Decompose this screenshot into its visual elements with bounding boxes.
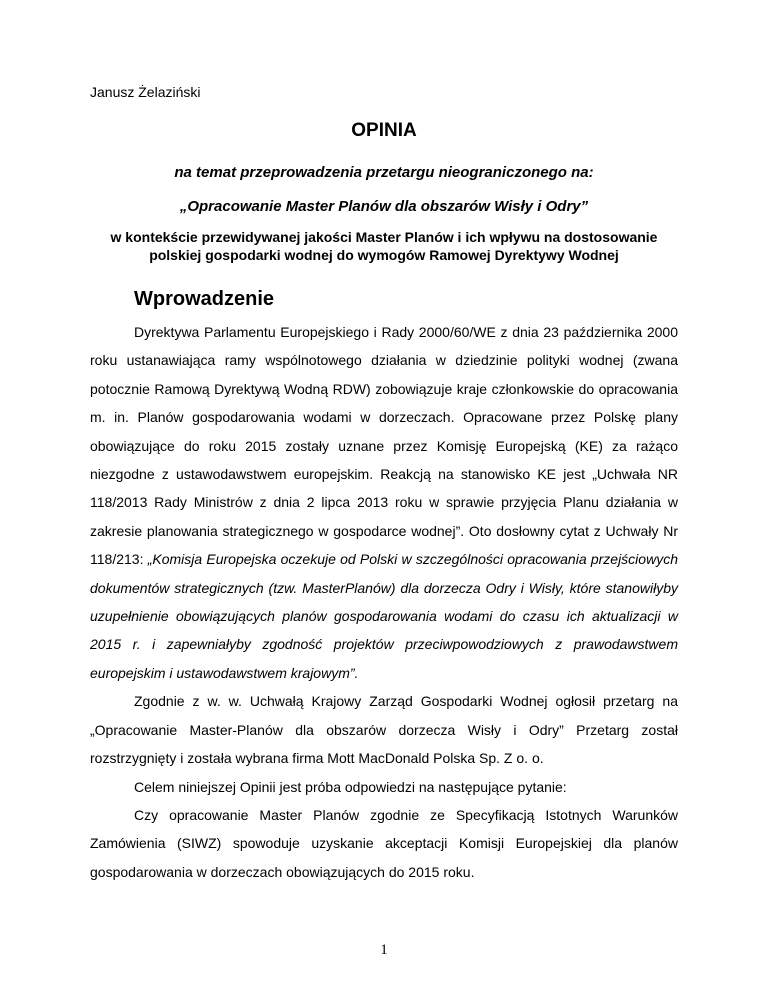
tender-name: „Opracowanie Master Planów dla obszarów Wisły i Odry” <box>179 198 589 215</box>
document-title: OPINIA <box>351 120 417 141</box>
context-statement: w kontekście przewidywanej jakości Master Planów i ich wpływu na dostosowanie polskiej gospodarki wodnej do wymogów Ramowej Dyrektywy Wodnej <box>110 229 658 263</box>
paragraph: Czy opracowanie Master Planów zgodnie ze Specyfikacją Istotnych Warunków Zamówienia (SIWZ) spowoduje uzyskanie akceptacji Komisji Europejskiej dla planów gospodarowania w dorzeczach obowiązujących do 2015 roku. <box>90 806 678 880</box>
paragraph: Zgodnie z w. w. Uchwałą Krajowy Zarząd Gospodarki Wodnej ogłosił przetarg na „Opracowanie Master-Planów dla obszarów dorzecza Wisły i Odry” Przetarg został rozstrzygnięty i została wybrana firma Mott MacDonald Polska Sp. Z o. o. <box>90 693 678 767</box>
author-name: Janusz Żelaziński <box>90 84 201 100</box>
paragraph: Celem niniejszej Opinii jest próba odpowiedzi na następujące pytanie: <box>134 778 567 795</box>
body-text <box>90 318 678 886</box>
paragraph <box>90 318 678 687</box>
resolution-quote: „Komisja Europejska oczekuje od Polski w szczególności opracowania przejściowych dokumentów strategicznych (tzw. MasterPlanów) dla dorzecza Odry i Wisły, które stanowiłyby uzupełnienie obowiązujących planów gospodarowania wodami do czasu ich aktualizacji w 2015 r. i zapewniałyby zgodność projektów przeciwpowodziowych z prawodawstwem europejskim i ustawodawstwem krajowym”. <box>90 551 678 681</box>
section-heading: Wprowadzenie <box>134 288 275 310</box>
page-number: 1 <box>380 942 388 958</box>
paragraph-intro: Dyrektywa Parlamentu Europejskiego i Rady 2000/60/WE z dnia 23 października 2000 roku ustanawiająca ramy wspólnotowego działania w dziedzinie polityki wodnej (zwana potocznie Ramową Dyrektywą Wodną RDW) zobowiązuje kraje członkowskie do opracowania m. in. Planów gospodarowania wodami w dorzeczach. Opracowane przez Polskę plany obowiązujące do roku 2015 zostały uznane przez Komisję Europejską (KE) za rażąco niezgodne z ustawodawstwem europejskim. Reakcją na stanowisko KE jest „Uchwała NR 118/2013 Rady Ministrów z dnia 2 lipca 2013 roku w sprawie przyjęcia Planu działania w zakresie planowania strategicznego w gospodarce wodnej”. Oto dosłowny cytat z Uchwały Nr 118/213: <box>90 324 678 568</box>
document-subtitle: na temat przeprowadzenia przetargu nieograniczonego na: <box>174 164 594 181</box>
